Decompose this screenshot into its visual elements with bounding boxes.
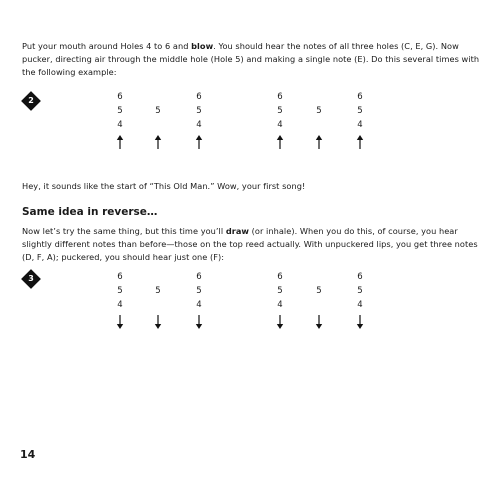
tab-column <box>189 272 209 342</box>
tab-column <box>309 92 329 162</box>
draw-arrow-down-icon <box>274 315 286 329</box>
tab-column <box>148 92 168 162</box>
reverse-text-2: (or inhale). When you do this, of course, you hear slightly different notes than before—those on the top reed actually. With unpuckered lips, you get three notes (D, F, A); puckered, you should hear just one (F): <box>22 226 478 262</box>
blow-arrow-up-icon <box>313 135 325 149</box>
blow-arrow-up-icon <box>114 135 126 149</box>
hole-number: 4 <box>196 120 202 130</box>
hole-number: 6 <box>117 92 123 102</box>
draw-arrow-down-icon <box>114 315 126 329</box>
section-heading: Same idea in reverse… <box>22 206 158 218</box>
blow-arrow-up-icon <box>354 135 366 149</box>
tab-column <box>189 92 209 162</box>
draw-arrow-down-icon <box>354 315 366 329</box>
hole-number: 6 <box>357 272 363 282</box>
hole-number: 5 <box>117 106 123 116</box>
blow-arrow-up-icon <box>193 135 205 149</box>
tab-column <box>350 272 370 342</box>
intro-text-1: Put your mouth around Holes 4 to 6 and <box>22 41 192 51</box>
hole-number: 4 <box>357 300 363 310</box>
blow-arrow-up-icon <box>152 135 164 149</box>
hole-number: 6 <box>117 272 123 282</box>
page-number: 14 <box>20 448 36 461</box>
hole-number: 5 <box>316 286 322 296</box>
tab-column <box>270 272 290 342</box>
hole-number: 5 <box>357 106 363 116</box>
reverse-paragraph <box>22 225 480 264</box>
tab-column <box>350 92 370 162</box>
hole-number: 4 <box>357 120 363 130</box>
example-badge-3-number: 3 <box>28 274 34 283</box>
hole-number: 5 <box>196 286 202 296</box>
hole-number: 4 <box>117 120 123 130</box>
hole-number: 5 <box>155 106 161 116</box>
hole-number: 4 <box>196 300 202 310</box>
hole-number: 6 <box>196 272 202 282</box>
hole-number: 5 <box>316 106 322 116</box>
hole-number: 5 <box>357 286 363 296</box>
tab-column <box>110 92 130 162</box>
intro-bold-blow: blow <box>191 41 214 51</box>
reverse-bold-draw: draw <box>225 226 250 236</box>
hole-number: 4 <box>117 300 123 310</box>
hole-number: 5 <box>277 106 283 116</box>
hole-number: 6 <box>277 272 283 282</box>
draw-arrow-down-icon <box>313 315 325 329</box>
old-man-paragraph: Hey, it sounds like the start of “This Old Man.” Wow, your first song! <box>22 181 306 191</box>
hole-number: 6 <box>277 92 283 102</box>
hole-number: 6 <box>357 92 363 102</box>
intro-text-2: . You should hear the notes of all three holes (C, E, G). Now pucker, directing air through the middle hole (Hole 5) and making a single note (E). Do this several times with the following example: <box>22 41 480 77</box>
tab-column <box>309 272 329 342</box>
blow-arrow-up-icon <box>274 135 286 149</box>
hole-number: 5 <box>117 286 123 296</box>
hole-number: 5 <box>155 286 161 296</box>
draw-arrow-down-icon <box>152 315 164 329</box>
hole-number: 6 <box>196 92 202 102</box>
intro-paragraph <box>22 40 480 79</box>
draw-arrow-down-icon <box>193 315 205 329</box>
tab-column <box>110 272 130 342</box>
hole-number: 4 <box>277 300 283 310</box>
tab-column <box>148 272 168 342</box>
tab-column <box>270 92 290 162</box>
hole-number: 5 <box>277 286 283 296</box>
example-badge-2-number: 2 <box>28 96 34 105</box>
hole-number: 5 <box>196 106 202 116</box>
reverse-text-1: Now let’s try the same thing, but this time you’ll <box>22 226 226 236</box>
hole-number: 4 <box>277 120 283 130</box>
